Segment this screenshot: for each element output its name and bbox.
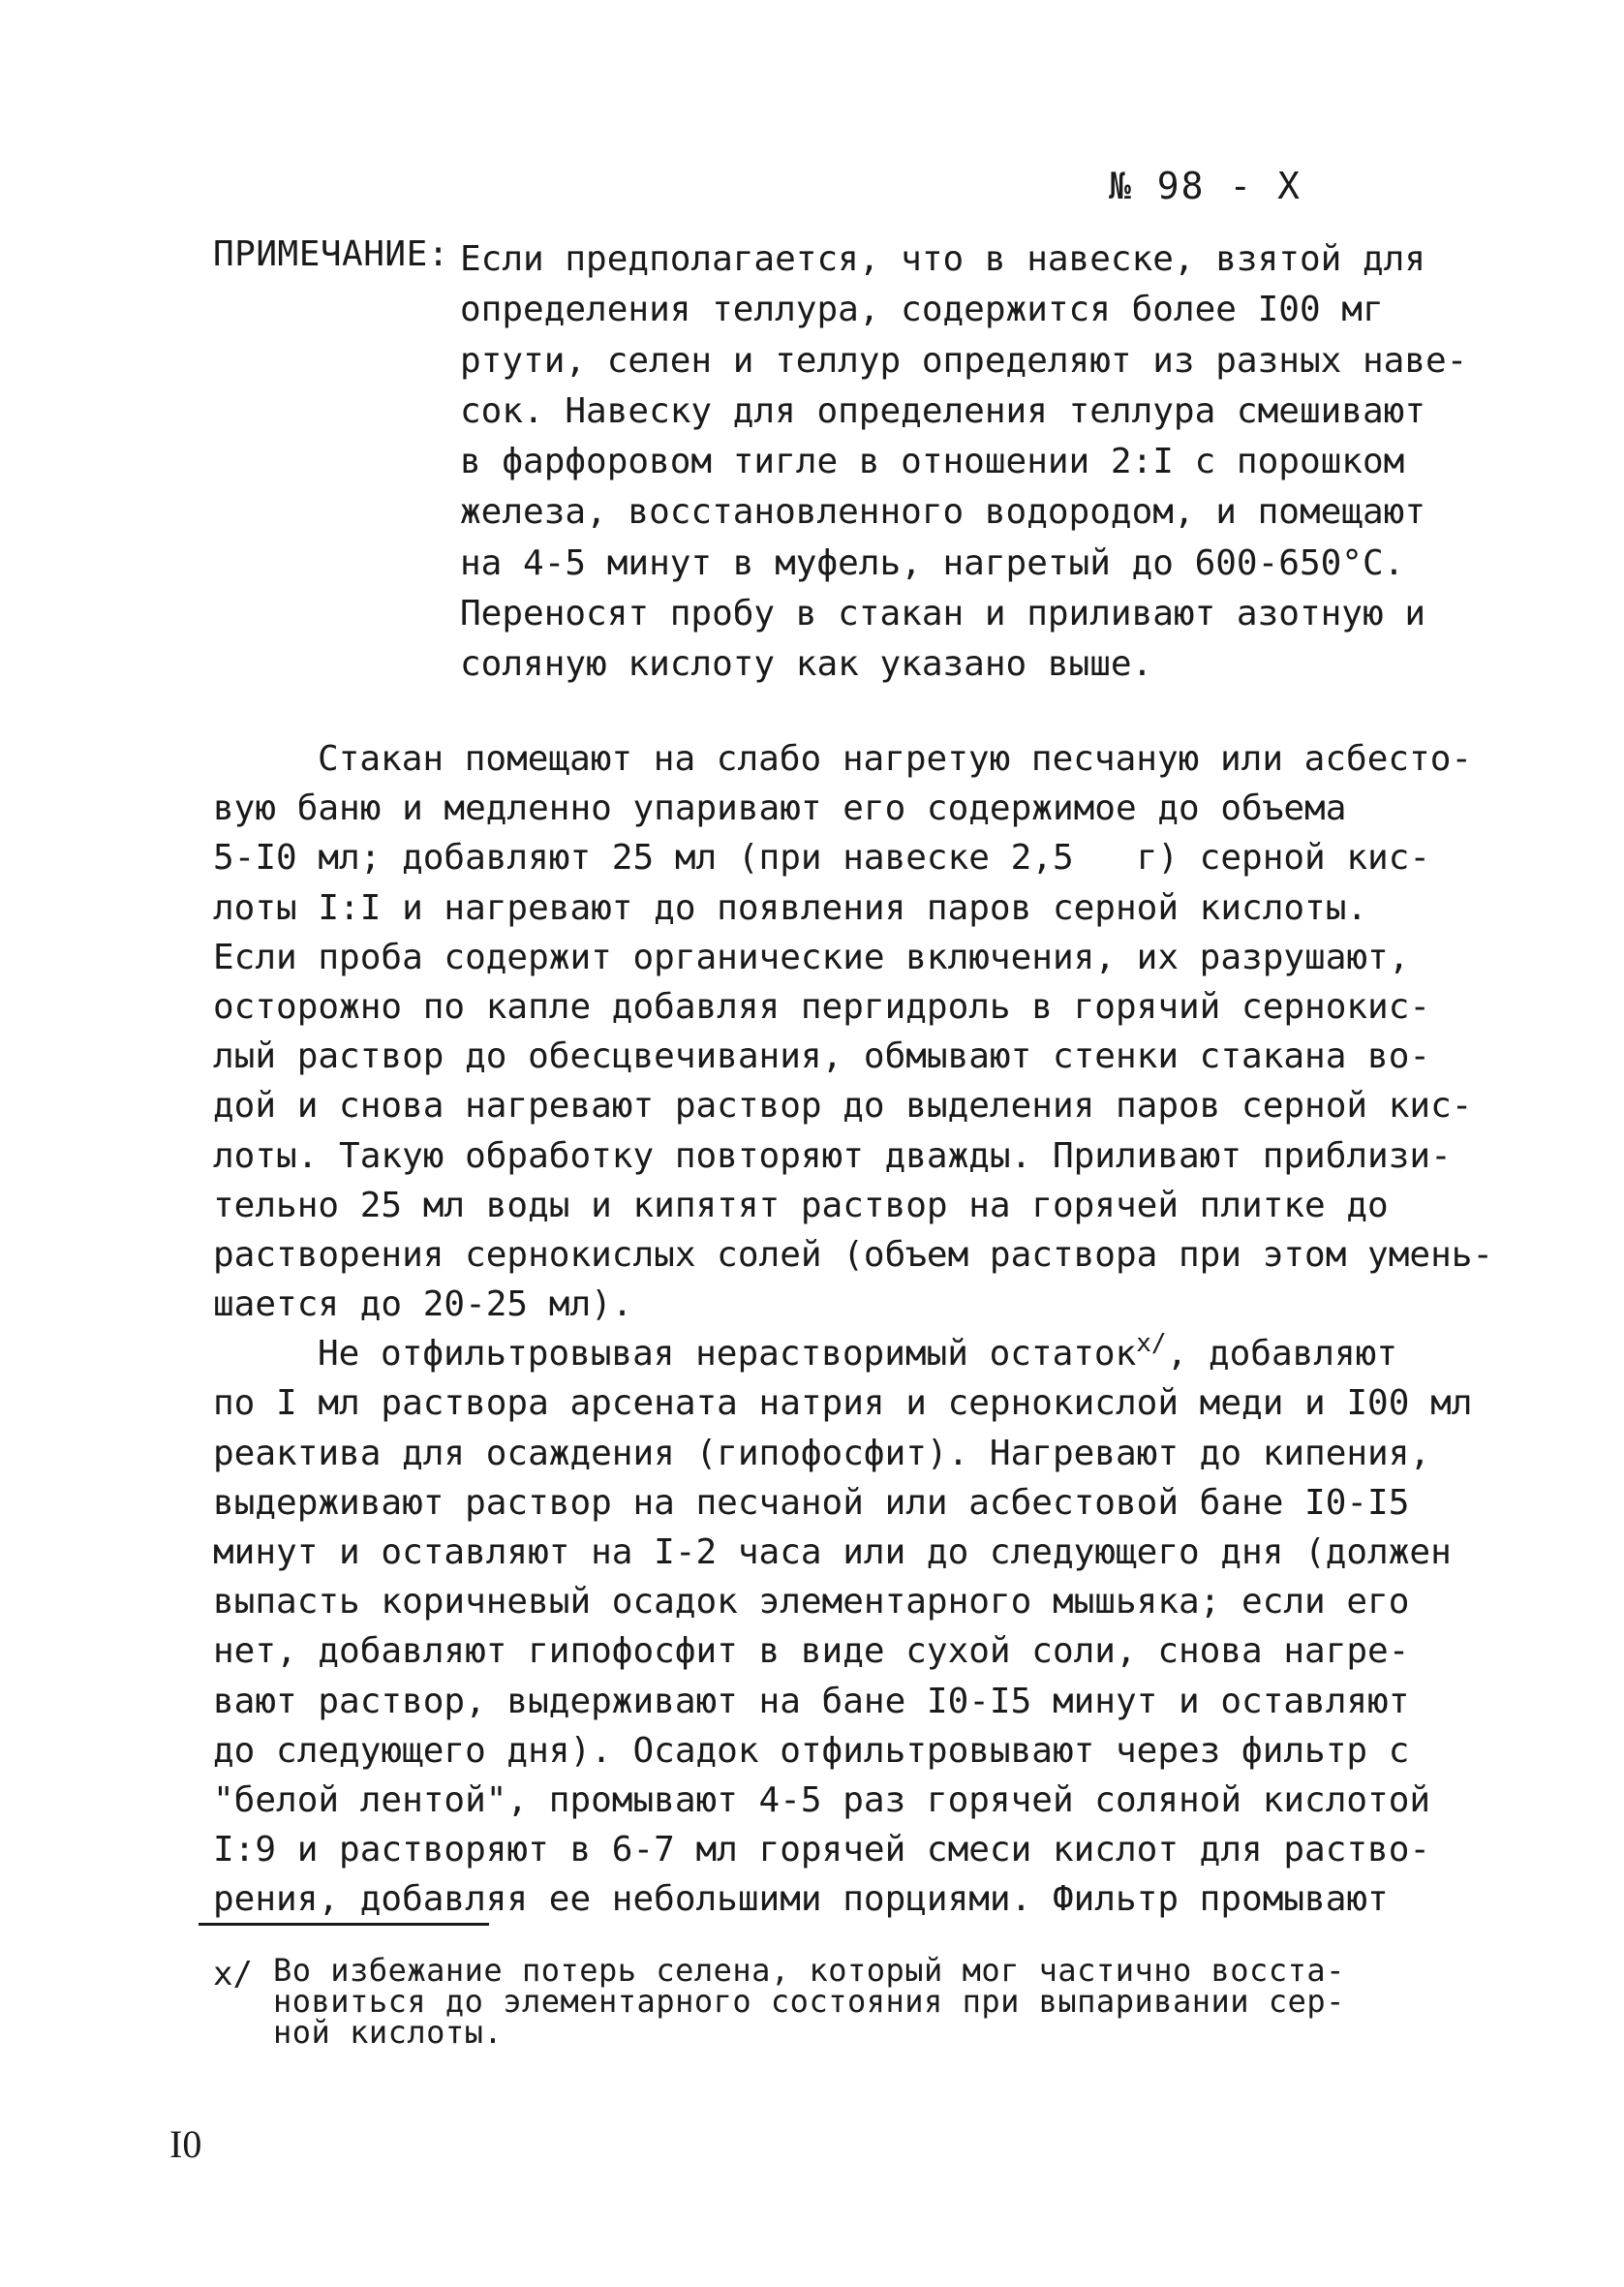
- paragraph-2-line: вают раствор, выдерживают на бане I0-I5 минут и оставляют: [213, 1681, 1410, 1721]
- paragraph-2-line: минут и оставляют на I-2 часа или до следующего дня (должен: [213, 1532, 1452, 1572]
- note-line: железа, восстановленного водородом, и помещают: [460, 492, 1425, 533]
- footnote-line: Во избежание потерь селена, который мог частично восста-: [273, 1952, 1345, 1989]
- footnote-separator: [199, 1923, 489, 1926]
- paragraph-2-end-text: , добавляют: [1166, 1334, 1398, 1375]
- note-line: определения теллура, содержится более I00 мг: [460, 290, 1384, 330]
- paragraph-1-line: шается до 20-25 мл).: [213, 1284, 633, 1325]
- paragraph-1-line: Если проба содержит органические включения, их разрушают,: [213, 937, 1410, 977]
- paragraph-2-line: I:9 и растворяют в 6-7 мл горячей смеси кислот для раство-: [213, 1830, 1431, 1870]
- paragraph-1-line: тельно 25 мл воды и кипятят раствор на горячей плитке до: [213, 1185, 1389, 1225]
- note-line: Если предполагается, что в навеске, взятой для: [460, 239, 1425, 279]
- paragraph-1-line: Стакан помещают на слабо нагретую песчаную или асбесто-: [318, 739, 1473, 779]
- note-line: Переносят пробу в стакан и приливают азотную и: [460, 594, 1425, 634]
- paragraph-1-line: растворения сернокислых солей (объем раствора при этом умень-: [213, 1234, 1494, 1275]
- note-line: на 4-5 минут в муфель, нагретый до 600-650°С.: [460, 542, 1405, 583]
- body-text: [213, 734, 1494, 1925]
- paragraph-2-line: выдерживают раствор на песчаной или асбестовой бане I0-I5: [213, 1482, 1410, 1523]
- paragraph-2-line: реактива для осаждения (гипофосфит). Нагревают до кипения,: [213, 1433, 1431, 1473]
- note-line: соляную кислоту как указано выше.: [460, 644, 1153, 685]
- paragraph-2-line: до следующего дня). Осадок отфильтровывают через фильтр с: [213, 1730, 1410, 1771]
- footnote-mark: х/: [213, 1955, 253, 1993]
- paragraph-2-line: по I мл раствора арсената натрия и сернокислой меди и I00 мл: [213, 1383, 1473, 1424]
- document-number: № 98 - Х: [1109, 165, 1302, 207]
- paragraph-2-line: рения, добавляя ее небольшими порциями. Фильтр промывают: [213, 1879, 1389, 1920]
- paragraph-1-line: вую баню и медленно упаривают его содержимое до объема: [213, 788, 1347, 829]
- note-line: сок. Навеску для определения теллура смешивают: [460, 390, 1425, 431]
- footnote-line: ной кислоты.: [273, 2014, 504, 2051]
- note-label: ПРИМЕЧАНИЕ:: [213, 234, 449, 274]
- footnote-text: [273, 1952, 1345, 2051]
- paragraph-2-line: выпасть коричневый осадок элементарного мышьяка; если его: [213, 1582, 1410, 1623]
- paragraph-1-line: лый раствор до обесцвечивания, обмывают стенки стакана во-: [213, 1036, 1431, 1077]
- footnote-line: новиться до элементарного состояния при выпаривании сер-: [273, 1983, 1345, 2020]
- paragraph-2-line: "белой лентой", промывают 4-5 раз горячей соляной кислотой: [213, 1779, 1431, 1820]
- paragraph-2-first-line: [213, 1329, 1472, 1378]
- note-line: ртути, селен и теллур определяют из разных наве-: [460, 340, 1468, 381]
- paragraph-1-line: лоты I:I и нагревают до появления паров серной кислоты.: [213, 887, 1368, 928]
- page-number: I0: [169, 2122, 202, 2166]
- paragraph-1-line: лоты. Такую обработку повторяют дважды. Приливают приблизи-: [213, 1135, 1452, 1176]
- note-text: [460, 234, 1477, 691]
- footnote-reference: х/: [1136, 1329, 1167, 1359]
- paragraph-1-line: осторожно по капле добавляя пергидроль в горячий сернокис-: [213, 986, 1431, 1027]
- paragraph-1-line: дой и снова нагревают раствор до выделения паров серной кис-: [213, 1086, 1473, 1127]
- note-line: в фарфоровом тигле в отношении 2:I с порошком: [460, 442, 1405, 482]
- paragraph-2-start-text: Не отфильтровывая нерастворимый остаток: [318, 1334, 1137, 1375]
- paragraph-2-line: нет, добавляют гипофосфит в виде сухой соли, снова нагре-: [213, 1631, 1410, 1672]
- paragraph-1-line: 5-I0 мл; добавляют 25 мл (при навеске 2,5 г) серной кис-: [213, 838, 1431, 879]
